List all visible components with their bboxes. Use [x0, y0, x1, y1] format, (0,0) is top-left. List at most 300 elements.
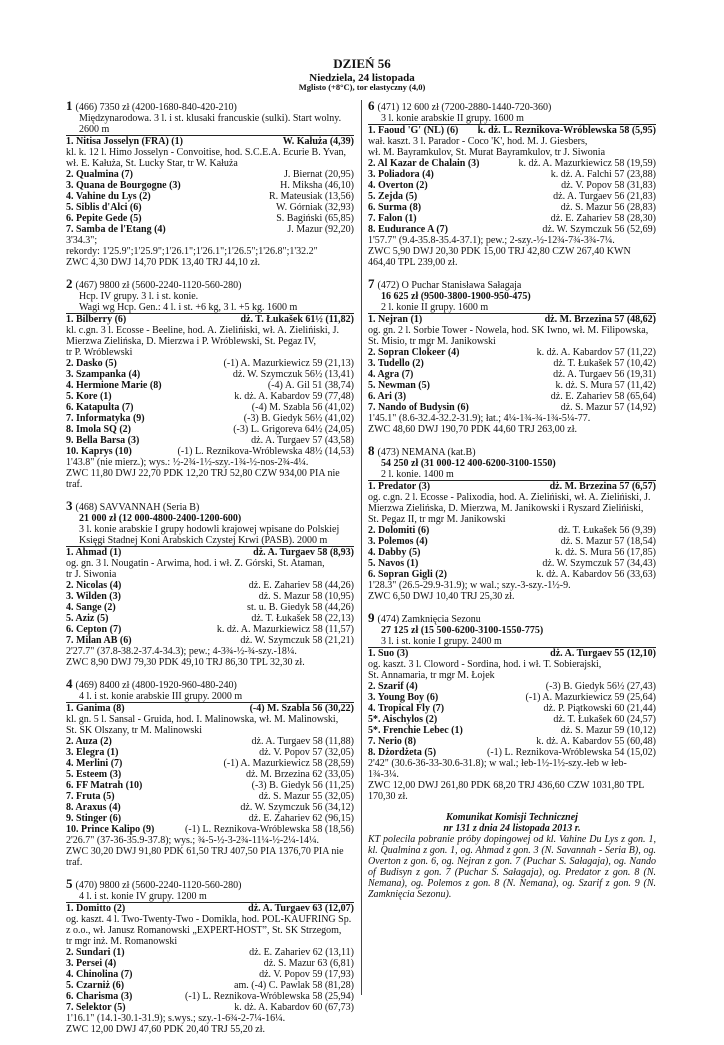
placing-row [66, 169, 354, 180]
placing-jockey: dż. E. Zahariev 58 (28,30) [550, 213, 656, 224]
placing-jockey: J. Biernat (20,95) [284, 169, 354, 180]
race-title: (469) 8400 zł (4800-1920-960-480-240) [75, 680, 237, 691]
placing-horse: 7. Informatyka (9) [66, 413, 145, 424]
placing-row [368, 224, 656, 235]
placing-row [368, 692, 656, 703]
placing-jockey: k. dż. A. Kabardov 59 (77,48) [234, 391, 354, 402]
placing-jockey: (-1) A. Mazurkiewicz 58 (28,59) [223, 758, 354, 769]
placing-jockey: dż. S. Mazur 55 (32,05) [258, 791, 354, 802]
placing-horse: 5*. Aischylos (2) [368, 714, 438, 725]
placing-horse: 9. Bella Barsa (3) [66, 435, 140, 446]
race-result-notes: ZWC 8,90 DWJ 79,30 PDK 49,10 TRJ 86,30 TPL 32,30 zł. [66, 657, 305, 668]
winner-details: Mierzwa Zielińska, D. Mierzwa i P. Wróblewski, St. Pegaz IV, [66, 336, 317, 347]
placing-jockey: dż. W. Szymczuk 56 (52,69) [542, 224, 656, 235]
winner-jockey: dż. A. Turgaev 58 (8,93) [253, 547, 354, 558]
placing-horse: 6. Charisma (3) [66, 991, 133, 1002]
winner-details: og. gn. 3 l. Nougatin - Arwima, hod. i wł. Z. Górski, St. Ataman, [66, 558, 325, 569]
placing-row [66, 813, 354, 824]
placing-horse: 9. Stinger (6) [66, 813, 122, 824]
race-result-notes: 1'28.3" (26.5-29.9-31.9); w wal.; szy.-3-szy.-1½-9. [368, 580, 571, 591]
placing-jockey: H. Miksha (46,10) [280, 180, 354, 191]
placing-horse: 7. Nerio (8) [368, 736, 417, 747]
date-heading: Niedziela, 24 listopada [309, 72, 415, 84]
race-conditions: Wagi wg Hcp. Gen.: 4 l. i st. +6 kg, 3 l. +5 kg. 1600 m [79, 302, 298, 313]
placing-jockey: k. dż. A. Kabardov 60 (67,73) [234, 1002, 354, 1013]
commission-heading [368, 812, 656, 834]
placing-horse: 7. Milan AB (6) [66, 635, 132, 646]
race-conditions: 2 l. konie. 1400 m [381, 469, 454, 480]
placing-horse: 4. Overton (2) [368, 180, 428, 191]
race-conditions: 3 l. konie arabskie II grupy. 1600 m [381, 113, 524, 124]
winner-jockey: k. dż. L. Reznikova-Wróblewska 58 (5,95) [477, 125, 656, 136]
winner-details: wł. M. Bayramkulov, St. Murat Bayramkulov, tr J. Siwonia [368, 147, 606, 158]
placing-jockey: k. dż. A. Kabardov 55 (60,48) [536, 736, 656, 747]
race-title: (474) Zamknięcia Sezonu [377, 614, 481, 625]
race-result-notes: 3'34.3"; [66, 235, 98, 246]
placing-jockey: dż. W. Szymczuk 57 (34,43) [542, 558, 656, 569]
winner-name: 1. Ahmad (1) [66, 547, 122, 558]
placing-jockey: J. Mazur (92,20) [287, 224, 354, 235]
placing-jockey: W. Górniak (32,93) [276, 202, 354, 213]
placing-horse: 4. Sange (2) [66, 602, 116, 613]
placing-jockey: k. dż. A. Kabardov 57 (11,22) [536, 347, 656, 358]
placing-jockey: st. u. B. Giedyk 58 (44,26) [247, 602, 354, 613]
race-header [66, 878, 354, 891]
placing-row [66, 446, 354, 457]
winner-name: 1. Bilberry (6) [66, 314, 127, 325]
winner-details: tr mgr inż. M. Romanowski [66, 936, 178, 947]
winner-details: wał. kaszt. 3 l. Parador - Coco 'K', hod. M. J. Giesbers, [368, 136, 588, 147]
race-result-notes: ZWC 12,00 DWJ 47,60 PDK 20,40 TRJ 55,20 zł. [66, 1024, 265, 1035]
placing-row [66, 613, 354, 624]
placing-jockey: S. Bagiński (65,85) [276, 213, 354, 224]
race-result-notes: ZWC 6,50 DWJ 10,40 TRJ 25,30 zł. [368, 591, 515, 602]
placing-row [66, 180, 354, 191]
race-number: 6 [368, 98, 375, 113]
weather-line: Mglisto (+8°C), tor elastyczny (4,0) [298, 82, 426, 92]
placing-horse: 6. Ari (3) [368, 391, 407, 402]
placing-horse: 10. Kaprys (10) [66, 446, 132, 457]
placing-row [66, 991, 354, 1002]
race-result-notes: 2'42" (30.6-36-33-30.6-31.8); w wal.; łeb-1½-1½-szy.-łeb w łeb-1¾-3¼. [368, 758, 627, 780]
winner-details: og. gn. 2 l. Sorbie Tower - Nowela, hod. SK Iwno, wł. M. Filipowska, [368, 325, 649, 336]
placing-horse: 8. Dżordżeta (5) [368, 747, 437, 758]
placing-jockey: (-4) M. Szabla 56 (41,02) [251, 402, 354, 413]
placing-horse: 3. Wilden (3) [66, 591, 121, 602]
race-result-notes: ZWC 30,20 DWJ 91,80 PDK 61,50 TRJ 407,50 PIA 1376,70 PIA nie [66, 846, 344, 857]
race-result-notes: 170,30 zł. [368, 791, 408, 802]
placing-jockey: dż. T. Łukašek 58 (22,13) [251, 613, 354, 624]
race-number: 5 [66, 876, 73, 891]
placing-row [368, 380, 656, 391]
placing-row [368, 725, 656, 736]
placing-row [368, 391, 656, 402]
placing-row [66, 202, 354, 213]
placing-jockey: k. dż. A. Falchi 57 (23,88) [550, 169, 656, 180]
placing-jockey: dż. S. Mazur 63 (6,81) [263, 958, 354, 969]
placing-row [66, 824, 354, 835]
placing-horse: 6. Cepton (7) [66, 624, 122, 635]
placing-horse: 6. Sopran Gigli (2) [368, 569, 447, 580]
race-conditions: Księgi Stadnej Koni Arabskich Czystej Krwi (PASB). 2000 m [79, 535, 328, 546]
placing-jockey: dż. S. Mazur 57 (14,92) [560, 402, 656, 413]
placing-horse: 4. Hermione Marie (8) [66, 380, 162, 391]
placing-row [66, 413, 354, 424]
placing-horse: 2. Qualmina (7) [66, 169, 133, 180]
placing-jockey: dż. A. Turgaev 57 (43,58) [251, 435, 354, 446]
placing-row [66, 380, 354, 391]
placing-horse: 4. Vahine du Lys (2) [66, 191, 151, 202]
placing-horse: 6. Surma (8) [368, 202, 422, 213]
placing-horse: 5. Kore (1) [66, 391, 112, 402]
winner-row [66, 902, 354, 914]
placing-row [368, 347, 656, 358]
placing-jockey: dż. S. Mazur 56 (28,83) [560, 202, 656, 213]
placing-horse: 4. Tropical Fly (7) [368, 703, 445, 714]
race-block [66, 500, 354, 668]
race-header [368, 278, 656, 291]
placing-horse: 3. Elegra (1) [66, 747, 119, 758]
placing-jockey: k. dż. S. Mura 56 (17,85) [555, 547, 656, 558]
placing-horse: 6. FF Matrah (10) [66, 780, 143, 791]
placing-jockey: (-1) L. Reznikova-Wróblewska 58 (25,94) [185, 991, 354, 1002]
placing-row [66, 947, 354, 958]
winner-details: kl. c.gn. 3 l. Ecosse - Beeline, hod. A. Zielińiski, wł. A. Zielińiski, J. [66, 325, 340, 336]
placing-horse: 6. Pepite Gede (5) [66, 213, 142, 224]
race-prize: 27 125 zł (15 500-6200-3100-1550-775) [381, 625, 544, 636]
winner-details: og. c.gn. 2 l. Ecosse - Palixodia, hod. A. Zielińiski, wł. A. Zielińiski, J. [368, 492, 651, 503]
race-header [368, 100, 656, 113]
winner-name: 1. Nitisa Josselyn (FRA) (1) [66, 136, 183, 147]
race-prize: 21 000 zł (12 000-4800-2400-1200-600) [79, 513, 242, 524]
placing-jockey: (-3) B. Giedyk 56½ (27,43) [545, 681, 656, 692]
winner-name: 1. Ganima (8) [66, 703, 125, 714]
placing-row [66, 758, 354, 769]
placing-row [66, 424, 354, 435]
winner-details: og. kaszt. 3 l. Cloword - Sordina, hod. i wł. T. Sobierajski, [368, 659, 602, 670]
race-result-notes: traf. [66, 857, 83, 868]
winner-details: tr P. Wróblewski [66, 347, 133, 358]
placing-horse: 5. Esteem (3) [66, 769, 122, 780]
race-number: 7 [368, 276, 375, 291]
winner-name: 1. Predator (3) [368, 481, 431, 492]
race-conditions: 2 l. konie II grupy. 1600 m [381, 302, 489, 313]
placing-horse: 4. Dabby (5) [368, 547, 421, 558]
race-conditions: 4 l. i st. konie arabskie III grupy. 2000 m [79, 691, 243, 702]
placing-row [66, 624, 354, 635]
race-conditions: 2600 m [79, 124, 110, 135]
placing-row [368, 180, 656, 191]
placing-jockey: dż. E. Zahariev 62 (13,11) [249, 947, 354, 958]
race-number: 9 [368, 610, 375, 625]
placing-jockey: dż. W. Szymczuk 56½ (13,41) [232, 369, 354, 380]
placing-row [368, 358, 656, 369]
placing-horse: 3. Young Boy (6) [368, 692, 439, 703]
race-block [368, 100, 656, 268]
race-result-notes: 1'45.1" (8.6-32.4-32.2-31.9); łat.; 4¼-1¾-¾-1¾-5¼-77. [368, 413, 591, 424]
placing-jockey: dż. S. Mazur 58 (10,95) [258, 591, 354, 602]
placing-horse: 2. Dolomiti (6) [368, 525, 430, 536]
race-block [66, 878, 354, 1035]
placing-jockey: (-1) L. Reznikova-Wróblewska 58 (18,56) [185, 824, 354, 835]
race-header [66, 500, 354, 513]
placing-horse: 4. Merlini (7) [66, 758, 123, 769]
placing-jockey: dż. A. Turgaev 58 (11,88) [251, 736, 354, 747]
placing-row [66, 747, 354, 758]
placing-jockey: k. dż. S. Mura 57 (11,42) [555, 380, 656, 391]
race-block [368, 445, 656, 602]
winner-details: tr J. Siwonia [66, 569, 117, 580]
right-column-races [368, 100, 656, 802]
race-block [66, 100, 354, 268]
placing-row [368, 536, 656, 547]
placing-jockey: dż. V. Popov 58 (31,83) [561, 180, 656, 191]
placing-horse: 3. Szampanka (4) [66, 369, 141, 380]
race-block [66, 678, 354, 868]
commission-title: Komunikat Komisji Technicznej [446, 812, 578, 823]
placing-row [66, 1002, 354, 1013]
placing-horse: 2. Auza (2) [66, 736, 112, 747]
placing-row [66, 958, 354, 969]
race-conditions: Międzynarodowa. 3 l. i st. klusaki francuskie (sulki). Start wolny. [79, 113, 342, 124]
placing-row [66, 736, 354, 747]
placing-jockey: dż. T. Łukašek 60 (24,57) [553, 714, 656, 725]
winner-details: St. SK Olszany, tr M. Malinowski [66, 725, 203, 736]
placing-row [368, 569, 656, 580]
race-conditions: Hcp. IV grupy. 3 l. i st. konie. [79, 291, 199, 302]
placing-horse: 3. Quana de Bourgogne (3) [66, 180, 181, 191]
placing-horse: 6. Katapulta (7) [66, 402, 134, 413]
race-header [368, 612, 656, 625]
race-result-notes: ZWC 5,90 DWJ 20,30 PDK 15,00 TRJ 42,80 CZW 267,40 KWN [368, 246, 631, 257]
race-result-notes: ZWC 4,30 DWJ 14,70 PDK 13,40 TRJ 44,10 zł. [66, 257, 260, 268]
race-conditions: 3 l. konie arabskie I grupy hodowli krajowej wpisane do Polskiej [79, 524, 340, 535]
race-header [66, 678, 354, 691]
race-result-notes: ZWC 12,00 DWJ 261,80 PDK 68,20 TRJ 436,60 CZW 1031,80 TPL [368, 780, 645, 791]
placing-jockey: (-1) L. Reznikova-Wróblewska 48½ (14,53) [177, 446, 354, 457]
placing-horse: 3. Polemos (4) [368, 536, 428, 547]
race-result-notes: 2'27.7" (37.8-38.2-37.4-34.3); pew.; 4-3¾-½-¾-szy.-18¼. [66, 646, 297, 657]
placing-row [66, 369, 354, 380]
placing-row [368, 703, 656, 714]
race-header [66, 278, 354, 291]
placing-horse: 3. Tudello (2) [368, 358, 424, 369]
placing-horse: 4. Agra (7) [368, 369, 414, 380]
race-result-notes: rekordy: 1'25.9";1'25.9";1'26.1";1'26.1";1'26.5";1'26.8";1'32.2" [66, 246, 318, 257]
race-block [368, 612, 656, 802]
placing-row [66, 191, 354, 202]
placing-row [368, 736, 656, 747]
placing-jockey: dż. E. Zahariev 58 (65,64) [550, 391, 656, 402]
placing-jockey: dż. S. Mazur 59 (10,12) [560, 725, 656, 736]
commission-subtitle: nr 131 z dnia 24 listopada 2013 r. [443, 823, 581, 834]
placing-row [66, 802, 354, 813]
winner-jockey: dż. A. Turgaev 63 (12,07) [248, 903, 354, 914]
placing-horse: 8. Araxus (4) [66, 802, 121, 813]
placing-row [368, 681, 656, 692]
race-title: (473) NEMANA (kat.B) [377, 447, 476, 458]
placing-jockey: (-3) L. Grigoreva 64½ (24,05) [233, 424, 354, 435]
placing-row [66, 435, 354, 446]
winner-details: St. Pegaz II, tr mgr M. Janikowski [368, 514, 506, 525]
race-result-notes: 1'43.8" (nie mierz.); wys.: ½-2¾-1½-szy.-1¾-½-nos-2¾-4¼. [66, 457, 309, 468]
placing-horse: 2. Nicolas (4) [66, 580, 122, 591]
placing-row [368, 525, 656, 536]
race-title: (466) 7350 zł (4200-1680-840-420-210) [75, 102, 237, 113]
winner-details: St. Misio, tr mgr M. Janikowski [368, 336, 496, 347]
winner-details: og. kaszt. 4 l. Two-Twenty-Two - Domikla, hod. POL-KAUFRING Sp. [66, 914, 352, 925]
winner-jockey: dż. T. Łukašek 61½ (11,82) [240, 314, 354, 325]
placing-jockey: (-4) A. Gil 51 (38,74) [267, 380, 354, 391]
placing-jockey: R. Mateusiak (13,56) [269, 191, 354, 202]
placing-row [66, 402, 354, 413]
winner-row [66, 546, 354, 558]
placing-horse: 2. Sopran Clokeer (4) [368, 347, 460, 358]
placing-horse: 2. Al Kazar de Chalain (3) [368, 158, 480, 169]
placing-row [66, 213, 354, 224]
placing-jockey: dż. E. Zahariev 58 (44,26) [248, 580, 354, 591]
placing-horse: 5. Newman (5) [368, 380, 430, 391]
placing-row [368, 202, 656, 213]
placing-horse: 3. Persei (4) [66, 958, 117, 969]
placing-row [368, 558, 656, 569]
placing-jockey: (-3) B. Giedyk 56 (11,25) [251, 780, 354, 791]
placing-horse: 7. Nando of Budysin (6) [368, 402, 469, 413]
placing-horse: 5. Siblis d'Alci (6) [66, 202, 142, 213]
race-block [368, 278, 656, 435]
placing-horse: 8. Eudurance A (7) [368, 224, 449, 235]
placing-row [66, 602, 354, 613]
race-title: (472) O Puchar Stanisława Sałagaja [377, 280, 522, 291]
race-number: 3 [66, 498, 73, 513]
right-column [368, 100, 656, 900]
placing-row [368, 747, 656, 758]
winner-jockey: dż. M. Brzezina 57 (6,57) [549, 481, 656, 492]
placing-jockey: dż. M. Brzezina 62 (33,05) [245, 769, 354, 780]
race-title: (471) 12 600 zł (7200-2880-1440-720-360) [377, 102, 552, 113]
placing-horse: 10. Prince Kalipo (9) [66, 824, 155, 835]
placing-jockey: dż. T. Łukašek 57 (10,42) [553, 358, 656, 369]
winner-jockey: W. Kałuża (4,39) [282, 136, 354, 147]
placing-row [66, 980, 354, 991]
winner-row [368, 124, 656, 136]
placing-row [368, 369, 656, 380]
winner-row [66, 313, 354, 325]
placing-jockey: dż. A. Turgaev 56 (21,83) [553, 191, 656, 202]
placing-horse: 5*. Frenchie Lebec (1) [368, 725, 463, 736]
placing-jockey: (-1) L. Reznikova-Wróblewska 54 (15,02) [487, 747, 656, 758]
placing-jockey: dż. S. Mazur 57 (18,54) [560, 536, 656, 547]
placing-row [66, 969, 354, 980]
placing-horse: 3. Poliadora (4) [368, 169, 434, 180]
placing-horse: 2. Dasko (5) [66, 358, 117, 369]
placing-row [368, 213, 656, 224]
placing-jockey: dż. W. Szymczuk 58 (21,21) [240, 635, 354, 646]
placing-row [368, 547, 656, 558]
placing-horse: 7. Samba de l'Etang (4) [66, 224, 166, 235]
placing-horse: 7. Fruta (5) [66, 791, 115, 802]
race-block [66, 278, 354, 490]
commission-text: KT polecila pobranie próby dopingowej od kl. Vahine Du Lys z gon. 1, kl. Qualmina z gon. 1, og. Ahmad z gon. 3 (N. Savannah - Seria B), og. Overton z gon. 6, og. Nejran z gon. 7 (Puchar S. Sałagaja), og. Nando of Budisyn z gon. 7 (Puchar S. Sałagaja), og. Predator z gon. 8 (N. Nemana), og. Polemos z gon. 8 (N. Nemana), og. Szarif z gon. 9 (N. Zamknięcia Sezonu). [368, 834, 656, 900]
placing-horse: 4. Chinolina (7) [66, 969, 133, 980]
placing-jockey: k. dż. A. Mazurkiewicz 58 (11,57) [216, 624, 354, 635]
placing-horse: 5. Navos (1) [368, 558, 419, 569]
race-number: 8 [368, 443, 375, 458]
placing-jockey: dż. T. Łukašek 56 (9,39) [558, 525, 656, 536]
placing-row [368, 158, 656, 169]
placing-jockey: (-3) B. Giedyk 56½ (41,02) [243, 413, 354, 424]
placing-horse: 7. Falon (1) [368, 213, 417, 224]
race-result-notes: 2'26.7" (37-36-35.9-37.8); wys.; ¾-5-½-3-2¾-11¼-½-2¼-14¼. [66, 835, 319, 846]
winner-row [368, 647, 656, 659]
race-result-notes: traf. [66, 479, 83, 490]
placing-row [66, 769, 354, 780]
placing-horse: 5. Czarniż (6) [66, 980, 125, 991]
placing-row [368, 402, 656, 413]
winner-row [66, 135, 354, 147]
winner-details: z o.o., wł. Janusz Romanowski „EXPERT-HOST”, St. SK Strzegom, [66, 925, 342, 936]
race-result-notes: 1'57.7" (9.4-35.8-35.4-37.1); pew.; 2-szy.-½-12¾-7¾-3¾-7¼. [368, 235, 615, 246]
winner-name: 1. Suo (3) [368, 648, 409, 659]
placing-row [66, 591, 354, 602]
placing-row [368, 714, 656, 725]
placing-jockey: dż. W. Szymczuk 56 (34,12) [240, 802, 354, 813]
winner-jockey: dż. A. Turgaev 55 (12,10) [550, 648, 656, 659]
winner-details: wł. E. Kałuża, St. Lucky Star, tr W. Kałuża [66, 158, 238, 169]
placing-jockey: k. dż. A. Kabardov 56 (33,63) [536, 569, 656, 580]
winner-row [368, 480, 656, 492]
placing-jockey: (-1) A. Mazurkiewicz 59 (21,13) [223, 358, 354, 369]
placing-row [368, 169, 656, 180]
winner-jockey: (-4) M. Szabla 56 (30,22) [249, 703, 354, 714]
placing-jockey: dż. V. Popov 57 (32,05) [259, 747, 354, 758]
race-number: 2 [66, 276, 73, 291]
race-result-notes: ZWC 11,80 DWJ 22,70 PDK 12,20 TRJ 52,80 CZW 934,00 PIA nie [66, 468, 340, 479]
race-prize: 16 625 zł (9500-3800-1900-950-475) [381, 291, 531, 302]
placing-row [66, 791, 354, 802]
race-result-notes: ZWC 48,60 DWJ 190,70 PDK 44,60 TRJ 263,00 zł. [368, 424, 577, 435]
placing-jockey: dż. E. Zahariev 62 (96,15) [248, 813, 354, 824]
placing-jockey: (-1) A. Mazurkiewicz 59 (25,64) [525, 692, 656, 703]
placing-jockey: dż. V. Popov 59 (17,93) [259, 969, 354, 980]
race-header [66, 100, 354, 113]
winner-details: St. Annamaria, tr mgr M. Łojek [368, 670, 495, 681]
race-conditions: 4 l. i st. konie IV grupy. 1200 m [79, 891, 207, 902]
race-number: 1 [66, 98, 73, 113]
race-header [368, 445, 656, 458]
placing-row [66, 224, 354, 235]
winner-name: 1. Faoud 'G' (NL) (6) [368, 125, 459, 136]
placing-horse: 5. Aziz (5) [66, 613, 109, 624]
placing-row [368, 191, 656, 202]
race-title: (468) SAVVANNAH (Seria B) [75, 502, 200, 513]
winner-jockey: dż. M. Brzezina 57 (48,62) [544, 314, 656, 325]
day-heading: DZIEŃ 56 [333, 56, 391, 71]
winner-row [66, 702, 354, 714]
race-prize: 54 250 zł (31 000-12 400-6200-3100-1550) [381, 458, 556, 469]
race-number: 4 [66, 676, 73, 691]
placing-row [66, 358, 354, 369]
placing-horse: 2. Szarif (4) [368, 681, 418, 692]
placing-horse: 7. Selektor (5) [66, 1002, 126, 1013]
race-result-notes: 1'16.1" (14.1-30.1-31.9); s.wys.; szy.-1-6¾-2-7¼-16¼. [66, 1013, 286, 1024]
placing-jockey: am. (-4) C. Pawlak 58 (81,28) [234, 980, 354, 991]
race-conditions: 3 l. i st. konie I grupy. 2400 m [381, 636, 502, 647]
winner-name: 1. Domitto (2) [66, 903, 126, 914]
race-title: (470) 9800 zł (5600-2240-1120-560-280) [75, 880, 242, 891]
winner-row [368, 313, 656, 325]
winner-details: kl. k. 12 l. Himo Josselyn - Convoitise, hod. S.C.E.A. Ecurie B. Yvan, [66, 147, 347, 158]
